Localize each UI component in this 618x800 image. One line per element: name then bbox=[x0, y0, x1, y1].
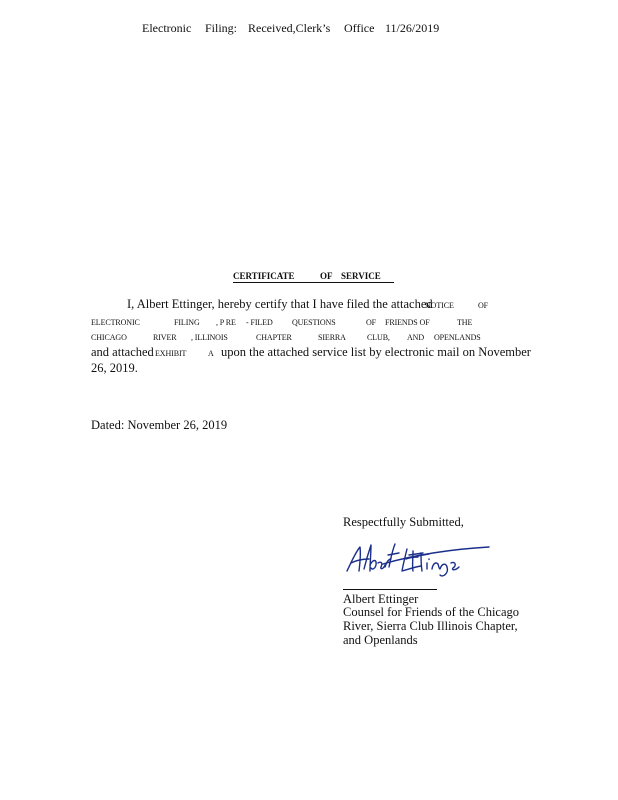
handwritten-signature bbox=[343, 541, 491, 579]
stamp-date: 11/26/2019 bbox=[385, 21, 440, 35]
caps-line2-5: QUESTIONS bbox=[292, 318, 336, 327]
para-line-1: I, Albert Ettinger, hereby certify that I have filed the attached bbox=[127, 297, 433, 311]
signer-role-line-2: River, Sierra Club Illinois Chapter, bbox=[343, 619, 518, 633]
caps-line2-8: THE bbox=[457, 318, 473, 327]
signer-name: Albert Ettinger bbox=[343, 592, 419, 606]
caps-a: A bbox=[208, 349, 214, 358]
caps-line2-7: FRIENDS OF bbox=[385, 318, 430, 327]
title-word-certificate: CERTIFICATE bbox=[233, 271, 295, 281]
caps-line3-1: CHICAGO bbox=[91, 333, 127, 342]
caps-line3-2: RIVER bbox=[153, 333, 177, 342]
stamp-word-filing: Filing: bbox=[205, 21, 238, 35]
caps-line3-7: AND bbox=[407, 333, 425, 342]
para-line-4a: and attached bbox=[91, 345, 154, 359]
stamp-word-received: Received,Clerk’s bbox=[248, 21, 331, 35]
title-word-service: SERVICE bbox=[341, 271, 381, 281]
caps-line3-4: CHAPTER bbox=[256, 333, 292, 342]
respectfully-submitted: Respectfully Submitted, bbox=[343, 515, 464, 529]
caps-line2-2: FILING bbox=[174, 318, 200, 327]
caps-line3-8: OPENLANDS bbox=[434, 333, 481, 342]
stamp-word-office: Office bbox=[344, 21, 375, 35]
caps-line3-6: CLUB, bbox=[367, 333, 390, 342]
title-underline bbox=[233, 282, 394, 283]
stamp-word-electronic: Electronic bbox=[142, 21, 192, 35]
caps-line2-1: ELECTRONIC bbox=[91, 318, 140, 327]
caps-line2-3: , P RE bbox=[216, 318, 236, 327]
signature-line bbox=[343, 589, 437, 590]
caps-line2-6: OF bbox=[366, 318, 377, 327]
caps-line3-5: SIERRA bbox=[318, 333, 346, 342]
caps-line3-3: , ILLINOIS bbox=[191, 333, 228, 342]
title-word-of: OF bbox=[320, 271, 333, 281]
caps-line2-4: - FILED bbox=[246, 318, 273, 327]
dated-line: Dated: November 26, 2019 bbox=[91, 418, 228, 432]
signer-role-line-3: and Openlands bbox=[343, 633, 418, 647]
caps-of: OF bbox=[478, 301, 489, 310]
caps-notice: NOTICE bbox=[425, 301, 454, 310]
signer-role-line-1: Counsel for Friends of the Chicago bbox=[343, 605, 520, 619]
para-line-4b: upon the attached service list by electronic mail on November bbox=[221, 345, 531, 359]
caps-exhibit: EXHIBIT bbox=[155, 349, 187, 358]
para-line-5: 26, 2019. bbox=[91, 361, 138, 375]
